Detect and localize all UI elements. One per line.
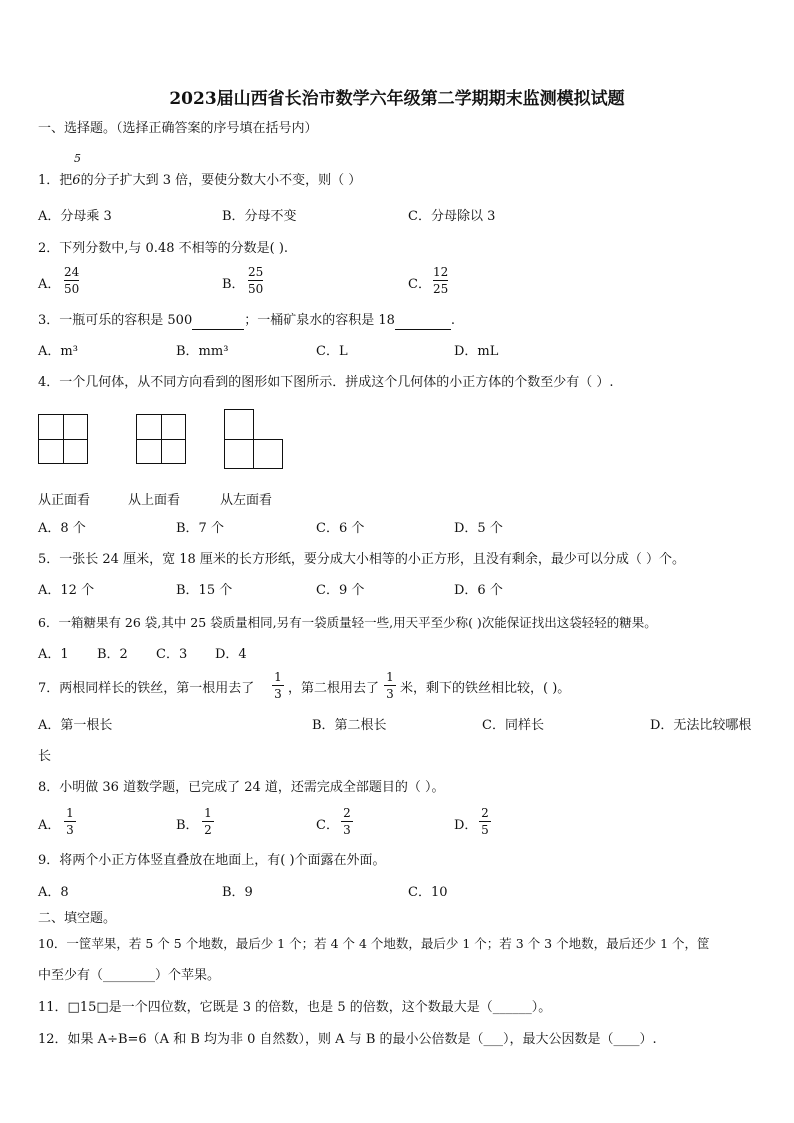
q6-option-c[interactable]: C．3: [156, 647, 188, 662]
q6-option-a[interactable]: A．1: [38, 647, 69, 662]
question-11: 11．□15□是一个四位数，它既是 3 的倍数，也是 5 的倍数，这个数最大是（______）。: [38, 1000, 552, 1015]
q5-option-b[interactable]: B．15 个: [176, 583, 233, 598]
q7-option-d-wrap: 长: [38, 749, 52, 764]
q7-option-b[interactable]: B．第二根长: [312, 718, 387, 733]
q3-option-b[interactable]: B．mm³: [176, 344, 229, 359]
question-2: 2．下列分数中,与 0.48 不相等的分数是( ).: [38, 241, 289, 256]
question-9: 9．将两个小正方体竖直叠放在地面上，有( )个面露在外面。: [38, 853, 386, 868]
q9-option-b[interactable]: B．9: [222, 885, 253, 900]
top-view-figure: [136, 414, 186, 464]
q2-option-b-fraction: 25 50: [248, 265, 264, 296]
q8-option-b-fraction: 1 2: [202, 806, 214, 837]
question-6: 6．一箱糖果有 26 袋,其中 25 袋质量相同,另有一袋质量轻一些,用天平至少称( )次能保证找出这袋轻轻的糖果。: [38, 615, 657, 630]
q1-option-b[interactable]: B．分母不变: [222, 209, 297, 224]
q9-option-c[interactable]: C．10: [408, 885, 448, 900]
q1-prefix: 1．把: [38, 173, 73, 188]
q2-option-c-fraction: 12 25: [433, 265, 449, 296]
q3-blank-2[interactable]: [395, 315, 451, 330]
q4-option-c[interactable]: C．6 个: [316, 521, 365, 536]
question-10-line1: 10．一筐苹果，若 5 个 5 个地数，最后少 1 个；若 4 个 4 个地数，最后少 1 个；若 3 个 3 个地数，最后还少 1 个，筐: [38, 936, 710, 951]
q7-fraction-1: 1 3: [272, 670, 284, 701]
q3-option-c[interactable]: C．L: [316, 344, 348, 359]
question-7-part1: 7．两根同样长的铁丝，第一根用去了: [38, 681, 255, 696]
q8-option-a-label[interactable]: A．: [38, 818, 61, 833]
q5-option-c[interactable]: C．9 个: [316, 583, 365, 598]
q2-option-a-label[interactable]: A．: [38, 277, 61, 292]
question-4: 4．一个几何体，从不同方向看到的图形如下图所示．拼成这个几何体的小正方体的个数至少有（ ）.: [38, 375, 614, 390]
q8-option-c-fraction: 2 3: [341, 806, 353, 837]
q4-option-d[interactable]: D．5 个: [454, 521, 503, 536]
front-view-label: 从正面看: [38, 493, 91, 508]
question-8: 8．小明做 36 道数学题，已完成了 24 道，还需完成全部题目的（ ）。: [38, 780, 445, 795]
q5-option-d[interactable]: D．6 个: [454, 583, 503, 598]
q1-suffix: 的分子扩大到 3 倍，要使分数大小不变，则（ ）: [80, 173, 362, 188]
q5-option-a[interactable]: A．12 个: [38, 583, 95, 598]
question-1: [38, 172, 361, 190]
q7-option-c[interactable]: C．同样长: [482, 718, 544, 733]
q8-option-d-label[interactable]: D．: [454, 818, 478, 833]
left-view-label: 从左面看: [220, 493, 273, 508]
q1-frac-den-inline: 6: [72, 173, 81, 188]
front-view-figure: [38, 414, 88, 464]
q8-option-d-fraction: 2 5: [479, 806, 491, 837]
section-choice-heading: 一、选择题。（选择正确答案的序号填在括号内）: [38, 121, 318, 136]
question-12: 12．如果 A÷B=6（A 和 B 均为非 0 自然数），则 A 与 B 的最小公倍数是（___），最大公因数是（____）.: [38, 1032, 657, 1047]
left-view-figure: [224, 409, 284, 469]
question-7-part3: 米，剩下的铁丝相比较，( )。: [400, 681, 571, 696]
question-7-part2: ，第二根用去了: [288, 681, 380, 696]
q7-option-d[interactable]: D．无法比较哪根: [650, 718, 752, 733]
q2-option-a-fraction: 24 50: [64, 265, 80, 296]
q3-option-d[interactable]: D．mL: [454, 344, 499, 359]
q8-option-a-fraction: 1 3: [64, 806, 76, 837]
q3-blank-1[interactable]: [192, 315, 244, 330]
q2-option-c-label[interactable]: C．: [408, 277, 431, 292]
question-3: 3．一瓶可乐的容积是 500 ；一桶矿泉水的容积是 18 .: [38, 313, 456, 328]
q8-option-c-label[interactable]: C．: [316, 818, 339, 833]
page-title: 2023届山西省长治市数学六年级第二学期期末监测模拟试题: [169, 89, 625, 109]
q1-frac-numerator: 5: [74, 152, 81, 165]
q1-option-a[interactable]: A．分母乘 3: [38, 209, 112, 224]
q4-option-b[interactable]: B．7 个: [176, 521, 224, 536]
q7-option-a[interactable]: A．第一根长: [38, 718, 113, 733]
q9-option-a[interactable]: A．8: [38, 885, 69, 900]
q2-option-b-label[interactable]: B．: [222, 277, 245, 292]
top-view-label: 从上面看: [128, 493, 181, 508]
question-5: 5．一张长 24 厘米，宽 18 厘米的长方形纸，要分成大小相等的小正方形，且没有剩余，最少可以分成（ ）个。: [38, 552, 686, 567]
question-10-line2: 中至少有（________）个苹果。: [38, 968, 221, 983]
q4-option-a[interactable]: A．8 个: [38, 521, 86, 536]
q3-option-a[interactable]: A．m³: [38, 344, 78, 359]
q6-option-b[interactable]: B．2: [97, 647, 128, 662]
q6-option-d[interactable]: D．4: [215, 647, 247, 662]
section-fill-heading: 二、填空题。: [38, 911, 117, 926]
q8-option-b-label[interactable]: B．: [176, 818, 199, 833]
q7-fraction-2: 1 3: [384, 670, 396, 701]
q1-option-c[interactable]: C．分母除以 3: [408, 209, 496, 224]
